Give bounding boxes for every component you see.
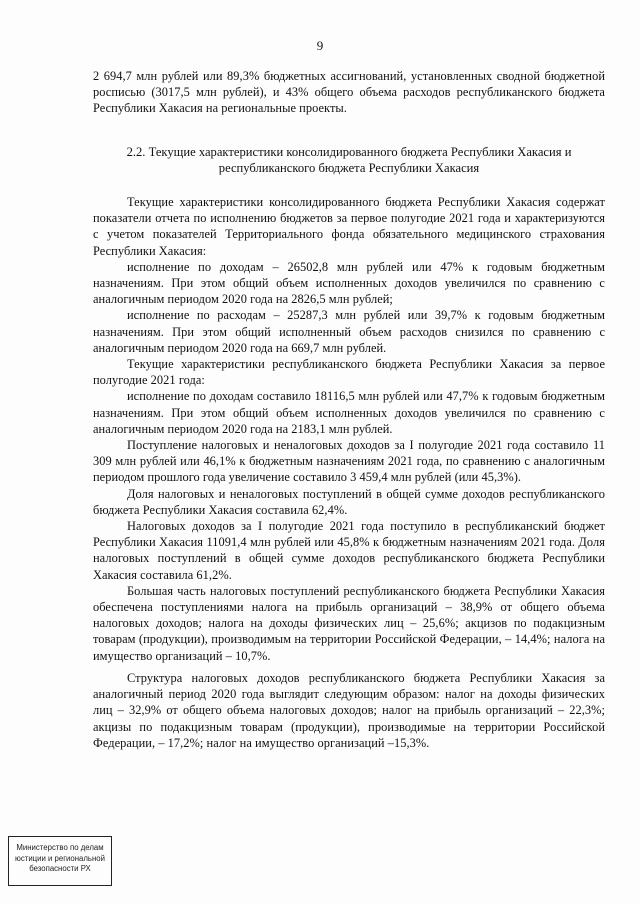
paragraph-tax-revenue: Налоговых доходов за I полугодие 2021 года поступило в республиканский бюджет Республики Хакасия 11091,4 млн рублей или 45,8% к бюджетным назначениям 2021 года. Доля налоговых поступлений в общей сумме доходов республиканского бюджета Республики Хакасия составила 61,2%. bbox=[93, 519, 605, 582]
stamp-line: безопасности РХ bbox=[29, 864, 91, 873]
paragraph-tax-structure-2020: Структура налоговых доходов республиканского бюджета Республики Хакасия за аналогичный период 2020 года выглядит следующим образом: налог на доходы физических лиц – 32,9% от общего объема налоговых доходов; налог на прибыль организаций – 22,3%; акцизы по подакцизным товарам (продукции), производимые на территории Российской Федерации, – 17,2%; налог на имущество организаций –15,3%. bbox=[93, 670, 605, 750]
body-text bbox=[93, 194, 605, 751]
stamp-line: юстиции и региональной bbox=[15, 853, 105, 863]
paragraph-tax-nontax-receipts: Поступление налоговых и неналоговых доходов за I полугодие 2021 года составило 11 309 млн рублей или 46,1% к бюджетным назначениям 2021 года, по сравнению с аналогичным периодом прошлого года увеличение составило 3 459,4 млн рублей (или 45,3%). bbox=[93, 438, 605, 485]
intro-paragraph: 2 694,7 млн рублей или 89,3% бюджетных ассигнований, установленных сводной бюджетной росписью (3017,5 млн рублей), и 43% общего объема расходов республиканского бюджета Республики Хакасия на региональные проекты. bbox=[93, 69, 605, 116]
paragraph-republican-intro: Текущие характеристики республиканского бюджета Республики Хакасия за первое полугодие 2021 года: bbox=[93, 357, 605, 388]
paragraph-consolidated-intro: Текущие характеристики консолидированного бюджета Республики Хакасия содержат показатели отчета по исполнению бюджетов за первое полугодие 2021 года и характеризуются с учетом показателей Территориального фонда обязательного медицинского страхования Республики Хакасия: bbox=[93, 195, 605, 258]
paragraph-consolidated-income: исполнение по доходам – 26502,8 млн рублей или 47% к годовым бюджетным назначениям. При этом общий объем исполненных доходов увеличился по сравнению с аналогичным периодом 2020 года на 2826,5 млн рублей; bbox=[93, 259, 605, 307]
section-heading: 2.2. Текущие характеристики консолидированного бюджета Республики Хакасия и республиканского бюджета Республики Хакасия bbox=[126, 145, 572, 176]
page-number: 9 bbox=[316, 38, 324, 53]
paragraph-republican-income: исполнение по доходам составило 18116,5 млн рублей или 47,7% к годовым бюджетным назначениям. При этом общий объем исполненных доходов увеличился по сравнению с аналогичным периодом 2020 года на 2183,1 млн рублей. bbox=[93, 389, 605, 436]
intro-paragraph-block bbox=[93, 68, 605, 117]
stamp-line: Министерство по делам bbox=[16, 843, 104, 852]
paragraph-consolidated-expenses: исполнение по расходам – 25287,3 млн рублей или 39,7% к годовым бюджетным назначениям. При этом общий исполненный объем расходов снизился по сравнению с аналогичным периодом 2020 года на 669,7 млн рублей. bbox=[93, 308, 605, 355]
paragraph-tax-structure-2021: Большая часть налоговых поступлений республиканского бюджета Республики Хакасия обеспечена поступлениями налога на прибыль организаций – 38,9% от общего объема налоговых доходов; налога на доходы физических лиц – 25,6%; акцизов по подакцизным товарам (продукции), производимым на территории Российской Федерации, – 14,4%; налога на имущество организаций – 10,7%. bbox=[93, 583, 605, 663]
paragraph-tax-nontax-share: Доля налоговых и неналоговых поступлений в общей сумме доходов республиканского бюджета Республики Хакасия составила 62,4%. bbox=[93, 486, 605, 517]
ministry-stamp bbox=[8, 836, 112, 886]
